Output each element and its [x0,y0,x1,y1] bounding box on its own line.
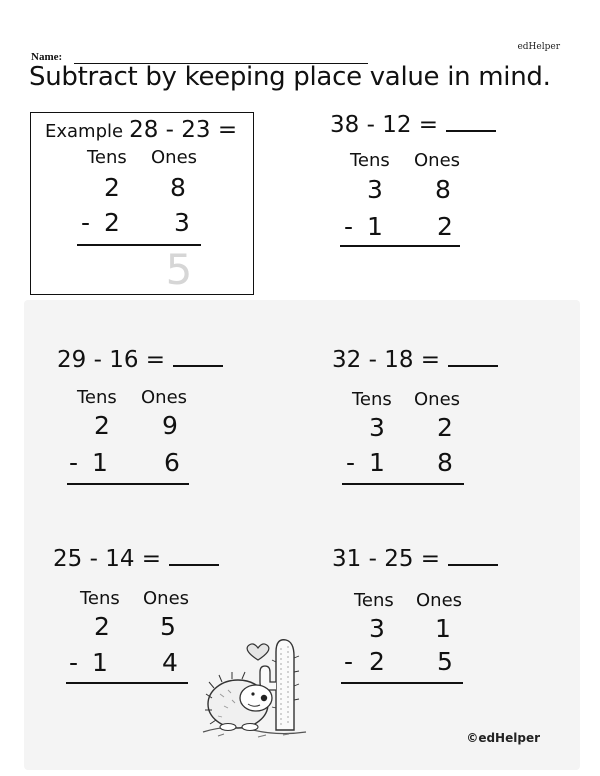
tens-header: Tens [352,389,392,410]
top-ones-digit: 8 [170,173,186,202]
answer-line [342,483,464,485]
problem-1 [330,112,560,302]
bottom-tens-digit: 2 [369,647,385,676]
example-equation [45,117,237,143]
bottom-ones-digit: 6 [164,448,180,477]
brand-header: edHelper [517,42,560,52]
example-equation-text: 28 - 23 = [129,117,238,143]
bottom-ones-digit: 4 [162,648,178,677]
equation-text: 38 - 12 = [330,112,439,138]
tens-header: Tens [80,588,120,609]
equation-text: 25 - 14 = [53,546,162,572]
hedgehog-cactus-icon [198,628,308,740]
ones-header: Ones [141,387,188,408]
problem-equation [332,347,498,373]
minus-sign: - [81,208,91,237]
bottom-ones-digit: 8 [437,448,453,477]
ones-header: Ones [414,389,461,410]
answer-blank[interactable] [448,364,498,367]
problem-equation [53,546,219,572]
name-label: Name: [31,51,63,63]
answer-blank[interactable] [448,563,498,566]
bottom-tens-digit: 1 [369,448,385,477]
top-tens-digit: 3 [367,175,383,204]
example-box [30,112,254,295]
copyright-footer: ©edHelper [466,731,540,745]
problem-equation [57,347,223,373]
minus-sign: - [346,448,356,477]
answer-blank[interactable] [173,364,223,367]
answer-blank[interactable] [169,563,219,566]
top-tens-digit: 3 [369,413,385,442]
equation-text: 31 - 25 = [332,546,441,572]
bottom-ones-digit: 5 [437,647,453,676]
top-ones-digit: 1 [435,614,451,643]
bottom-tens-digit: 1 [92,448,108,477]
tens-header: Tens [77,387,117,408]
problem-equation [330,112,496,138]
problem-2 [57,347,287,537]
answer-line [66,682,188,684]
problem-5 [332,546,562,736]
minus-sign: - [69,448,79,477]
ones-header: Ones [143,588,190,609]
top-tens-digit: 2 [94,612,110,641]
bottom-ones-digit: 2 [437,212,453,241]
top-tens-digit: 2 [94,411,110,440]
answer-line [340,245,460,247]
ones-header: Ones [151,147,198,168]
problem-3 [332,347,562,537]
example-label: Example [45,121,124,142]
answer-line [341,682,463,684]
bottom-tens-digit: 1 [367,212,383,241]
instructions: Subtract by keeping place value in mind. [29,62,551,92]
top-tens-digit: 3 [369,614,385,643]
tens-header: Tens [87,147,127,168]
minus-sign: - [69,648,79,677]
ones-header: Ones [414,150,461,171]
minus-sign: - [344,212,354,241]
bottom-ones-digit: 3 [174,208,190,237]
top-tens-digit: 2 [104,173,120,202]
ones-header: Ones [416,590,463,611]
bottom-tens-digit: 1 [92,648,108,677]
answer-blank[interactable] [446,129,496,132]
bottom-tens-digit: 2 [104,208,120,237]
equation-text: 29 - 16 = [57,347,166,373]
top-ones-digit: 9 [162,411,178,440]
tens-header: Tens [354,590,394,611]
tens-header: Tens [350,150,390,171]
top-ones-digit: 2 [437,413,453,442]
example-answer: 5 [165,245,193,294]
equation-text: 32 - 18 = [332,347,441,373]
top-ones-digit: 5 [160,612,176,641]
minus-sign: - [344,647,354,676]
problem-equation [332,546,498,572]
top-ones-digit: 8 [435,175,451,204]
answer-line [67,483,189,485]
